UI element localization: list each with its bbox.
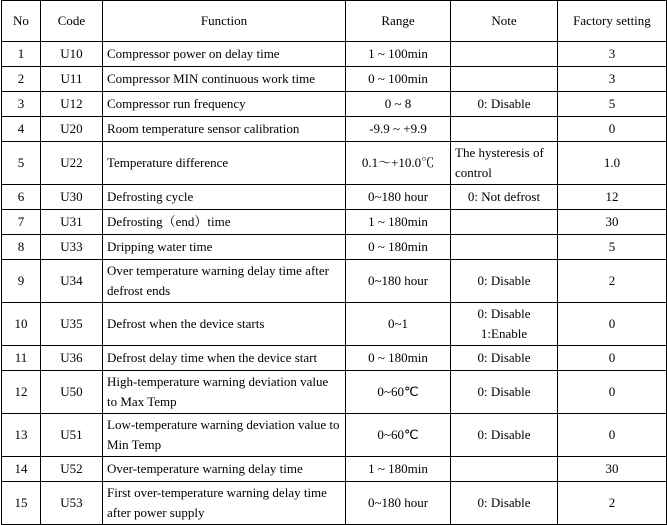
cell-function: Over-temperature warning delay time bbox=[103, 457, 346, 482]
table-row bbox=[2, 457, 667, 482]
cell-factory: 30 bbox=[558, 457, 667, 482]
cell-range: 0.1～+10.0℃ bbox=[346, 142, 451, 185]
cell-factory: 5 bbox=[558, 235, 667, 260]
cell-factory: 0 bbox=[558, 346, 667, 371]
cell-range: 0~60℃ bbox=[346, 414, 451, 457]
cell-note: 0: Disable bbox=[451, 371, 558, 414]
header-factory-setting: Factory setting bbox=[558, 1, 667, 42]
header-range: Range bbox=[346, 1, 451, 42]
cell-factory: 5 bbox=[558, 92, 667, 117]
cell-range: 0~1 bbox=[346, 303, 451, 346]
cell-range: 0 ~ 100min bbox=[346, 67, 451, 92]
cell-no: 14 bbox=[2, 457, 41, 482]
cell-no: 1 bbox=[2, 42, 41, 67]
cell-no: 8 bbox=[2, 235, 41, 260]
cell-no: 4 bbox=[2, 117, 41, 142]
cell-function: Compressor power on delay time bbox=[103, 42, 346, 67]
cell-note bbox=[451, 42, 558, 67]
cell-factory: 30 bbox=[558, 210, 667, 235]
cell-no: 2 bbox=[2, 67, 41, 92]
cell-function: Compressor run frequency bbox=[103, 92, 346, 117]
cell-range: 0 ~ 8 bbox=[346, 92, 451, 117]
cell-no: 15 bbox=[2, 482, 41, 525]
cell-no: 6 bbox=[2, 185, 41, 210]
cell-function: Low-temperature warning deviation value to Min Temp bbox=[103, 414, 346, 457]
cell-factory: 2 bbox=[558, 482, 667, 525]
cell-note bbox=[451, 457, 558, 482]
header-no: No bbox=[2, 1, 41, 42]
cell-range: -9.9 ~ +9.9 bbox=[346, 117, 451, 142]
cell-code: U35 bbox=[41, 303, 103, 346]
cell-note: 0: Disable bbox=[451, 260, 558, 303]
cell-code: U34 bbox=[41, 260, 103, 303]
table-row bbox=[2, 482, 667, 525]
header-note: Note bbox=[451, 1, 558, 42]
table-row bbox=[2, 414, 667, 457]
cell-code: U51 bbox=[41, 414, 103, 457]
table-row bbox=[2, 142, 667, 185]
cell-code: U36 bbox=[41, 346, 103, 371]
cell-range: 0~180 hour bbox=[346, 185, 451, 210]
cell-function: Defrosting cycle bbox=[103, 185, 346, 210]
cell-code: U12 bbox=[41, 92, 103, 117]
cell-range: 1 ~ 180min bbox=[346, 210, 451, 235]
cell-function: Dripping water time bbox=[103, 235, 346, 260]
header-function: Function bbox=[103, 1, 346, 42]
table-row bbox=[2, 260, 667, 303]
cell-factory: 3 bbox=[558, 42, 667, 67]
cell-note: 0: Disable bbox=[451, 414, 558, 457]
cell-code: U50 bbox=[41, 371, 103, 414]
cell-code: U52 bbox=[41, 457, 103, 482]
parameter-table bbox=[1, 0, 667, 525]
table-row bbox=[2, 42, 667, 67]
table-row bbox=[2, 210, 667, 235]
cell-function: Defrosting（end）time bbox=[103, 210, 346, 235]
table-row bbox=[2, 346, 667, 371]
cell-no: 11 bbox=[2, 346, 41, 371]
cell-code: U30 bbox=[41, 185, 103, 210]
cell-note: 0: Not defrost bbox=[451, 185, 558, 210]
table-row bbox=[2, 117, 667, 142]
cell-function: First over-temperature warning delay time after power supply bbox=[103, 482, 346, 525]
cell-code: U33 bbox=[41, 235, 103, 260]
table-row bbox=[2, 371, 667, 414]
cell-note: 0: Disable bbox=[451, 92, 558, 117]
cell-note: The hysteresis of control bbox=[451, 142, 558, 185]
cell-factory: 0 bbox=[558, 414, 667, 457]
cell-range: 0~180 hour bbox=[346, 260, 451, 303]
cell-factory: 3 bbox=[558, 67, 667, 92]
cell-code: U31 bbox=[41, 210, 103, 235]
cell-function: High-temperature warning deviation value to Max Temp bbox=[103, 371, 346, 414]
cell-range: 1 ~ 180min bbox=[346, 457, 451, 482]
cell-factory: 12 bbox=[558, 185, 667, 210]
cell-factory: 1.0 bbox=[558, 142, 667, 185]
cell-note: 0: Disable bbox=[451, 346, 558, 371]
header-code: Code bbox=[41, 1, 103, 42]
table-row bbox=[2, 235, 667, 260]
cell-factory: 2 bbox=[558, 260, 667, 303]
cell-function: Compressor MIN continuous work time bbox=[103, 67, 346, 92]
cell-no: 3 bbox=[2, 92, 41, 117]
cell-factory: 0 bbox=[558, 371, 667, 414]
cell-code: U10 bbox=[41, 42, 103, 67]
cell-function: Defrost when the device starts bbox=[103, 303, 346, 346]
cell-note bbox=[451, 67, 558, 92]
cell-no: 5 bbox=[2, 142, 41, 185]
cell-range: 0 ~ 180min bbox=[346, 346, 451, 371]
cell-note: 0: Disable 1:Enable bbox=[451, 303, 558, 346]
table-row bbox=[2, 92, 667, 117]
table-row bbox=[2, 185, 667, 210]
cell-function: Room temperature sensor calibration bbox=[103, 117, 346, 142]
cell-range: 0~180 hour bbox=[346, 482, 451, 525]
cell-range: 0 ~ 180min bbox=[346, 235, 451, 260]
cell-note bbox=[451, 210, 558, 235]
cell-code: U20 bbox=[41, 117, 103, 142]
cell-no: 7 bbox=[2, 210, 41, 235]
cell-range: 0~60℃ bbox=[346, 371, 451, 414]
cell-no: 10 bbox=[2, 303, 41, 346]
cell-code: U22 bbox=[41, 142, 103, 185]
header-row bbox=[2, 1, 667, 42]
cell-range: 1 ~ 100min bbox=[346, 42, 451, 67]
table-row bbox=[2, 303, 667, 346]
cell-note: 0: Disable bbox=[451, 482, 558, 525]
cell-factory: 0 bbox=[558, 117, 667, 142]
cell-function: Defrost delay time when the device start bbox=[103, 346, 346, 371]
cell-function: Over temperature warning delay time after defrost ends bbox=[103, 260, 346, 303]
cell-note bbox=[451, 235, 558, 260]
cell-code: U53 bbox=[41, 482, 103, 525]
cell-no: 9 bbox=[2, 260, 41, 303]
cell-no: 12 bbox=[2, 371, 41, 414]
cell-note bbox=[451, 117, 558, 142]
cell-factory: 0 bbox=[558, 303, 667, 346]
cell-code: U11 bbox=[41, 67, 103, 92]
cell-function: Temperature difference bbox=[103, 142, 346, 185]
table-row bbox=[2, 67, 667, 92]
cell-no: 13 bbox=[2, 414, 41, 457]
